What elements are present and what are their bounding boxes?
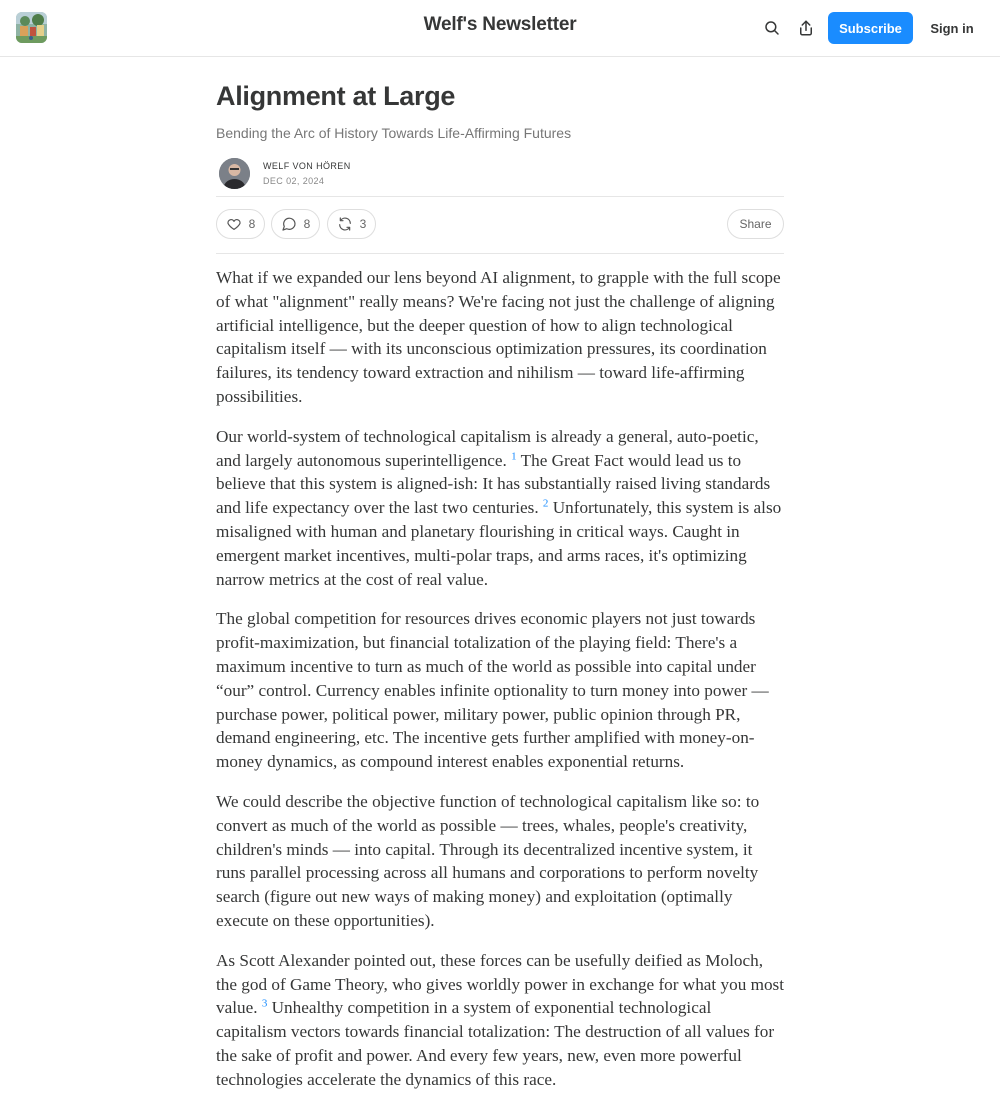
like-count: 8 bbox=[248, 217, 256, 231]
post-title: Alignment at Large bbox=[216, 81, 456, 111]
footnote-link-2[interactable]: 2 bbox=[542, 497, 549, 510]
footnote-link-1[interactable]: 1 bbox=[511, 449, 517, 462]
post-date: DEC 02, 2024 bbox=[263, 176, 325, 186]
restack-count: 3 bbox=[359, 217, 367, 231]
paragraph-5-part-b: Unhealthy competition in a system of exponential technological capitalism vectors towards financial totalization: The destruction of all values for the sake of profit and power. And every few years, new, even more powerful technologies accelerate the dynamics of this race. bbox=[216, 998, 775, 1089]
like-button[interactable] bbox=[216, 209, 265, 239]
share-upload-icon bbox=[797, 19, 815, 37]
article bbox=[216, 56, 784, 1108]
sign-in-button[interactable]: Sign in bbox=[930, 20, 974, 36]
paragraph-2 bbox=[216, 425, 784, 592]
site-title[interactable]: Welf's Newsletter bbox=[423, 14, 577, 35]
paragraph-5-part-a: As Scott Alexander pointed out, these forces can be usefully deified as Moloch, the god of Game Theory, who gives worldly power in exchange for what you most value. bbox=[216, 950, 785, 1018]
paragraph-5 bbox=[216, 949, 784, 1092]
paragraph-2-part-b: The Great Fact would lead us to believe that this system is aligned-ish: It has substantially raised living standards and life expectancy over the last two centuries. bbox=[216, 450, 771, 518]
subscribe-button[interactable]: Subscribe bbox=[828, 12, 913, 44]
paragraph-1: What if we expanded our lens beyond AI alignment, to grapple with the full scope of what "alignment" really means? We're facing not just the challenge of aligning artificial intelligence, but the deeper question of how to align technological capitalism itself — with its unconscious optimization pressures, its coordination failures, its tendency toward extraction and nihilism — toward life-affirming possibilities. bbox=[216, 268, 781, 406]
author-name[interactable]: WELF VON HÖREN bbox=[263, 161, 351, 171]
byline bbox=[216, 156, 784, 196]
share-pill-button[interactable]: Share bbox=[727, 209, 784, 239]
heart-icon bbox=[226, 216, 242, 232]
share-button[interactable] bbox=[794, 16, 818, 40]
restack-button[interactable] bbox=[327, 209, 376, 239]
author-avatar[interactable] bbox=[219, 158, 250, 189]
comment-icon bbox=[281, 216, 297, 232]
comment-count: 8 bbox=[303, 217, 311, 231]
comment-button[interactable] bbox=[271, 209, 320, 239]
post-actions-bar bbox=[216, 196, 784, 254]
paragraph-4: We could describe the objective function of technological capitalism like so: to convert as much of the world as possible — trees, whales, people's creativity, children's minds — into capital. Through its decentralized incentive system, it runs parallel processing across all humans and corporations to perform novelty search (figure out new ways of making money) and exploitation (optimally execute on these opportunities). bbox=[216, 791, 760, 930]
post-subtitle: Bending the Arc of History Towards Life-Affirming Futures bbox=[216, 125, 572, 141]
search-button[interactable] bbox=[760, 16, 784, 40]
post-body bbox=[216, 266, 784, 1092]
paragraph-3: The global competition for resources drives economic players not just towards profit-maximization, but financial totalization of the playing field: There's a maximum incentive to turn as much of the world as possible into capital under “our” control. Currency enables infinite optionality to turn money into power — purchase power, political power, military power, public opinion through PR, demand engineering, etc. The incentive gets further amplified with money-on-money dynamics, as compound interest enables exponential returns. bbox=[216, 609, 769, 772]
search-icon bbox=[763, 19, 781, 37]
footnote-link-3[interactable]: 3 bbox=[261, 997, 268, 1010]
top-navigation-bar bbox=[0, 0, 1000, 57]
paragraph-2-part-a: Our world-system of technological capitalism is already a general, auto-poetic, and largely autonomous superintelligence. bbox=[216, 426, 759, 470]
restack-icon bbox=[337, 216, 353, 232]
paragraph-2-part-c: Unfortunately, this system is also misaligned with human and planetary flourishing in critical ways. Caught in emergent market incentives, multi-polar traps, and arms races, it's optimizing narrow metrics at the cost of real value. bbox=[216, 498, 782, 589]
